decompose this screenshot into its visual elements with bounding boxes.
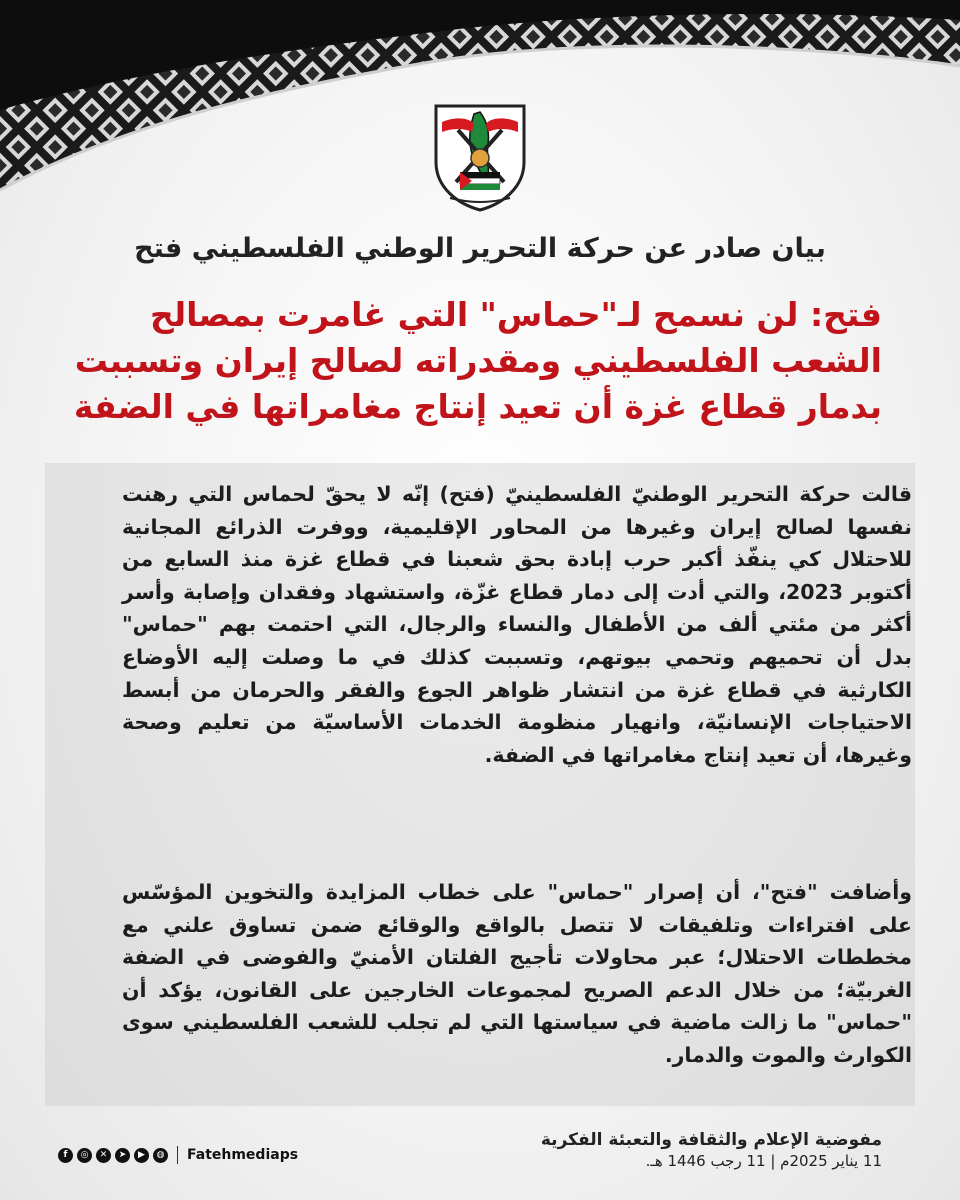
footer-credit [541, 1130, 882, 1170]
statement-headline: فتح: لن نسمح لـ"حماس" التي غامرت بمصالح الشعب الفلسطيني ومقدراته لصالح إيران وتسببت بدمار قطاع غزة أن تعيد إنتاج مغامراتها في الضفة [73, 295, 882, 426]
footer-organization: مفوضية الإعلام والثقافة والتعبئة الفكرية [540, 1130, 882, 1150]
footer-divider [177, 1146, 178, 1164]
x-icon[interactable]: ✕ [96, 1148, 111, 1163]
statement-subtitle: بيان صادر عن حركة التحرير الوطني الفلسطيني فتح [134, 233, 826, 264]
footer-date: 11 يناير 2025م | 11 رجب 1446 هـ. [645, 1152, 882, 1170]
youtube-icon[interactable]: ▶ [134, 1148, 149, 1163]
body-paragraph-2: وأضافت "فتح"، أن إصرار "حماس" على خطاب المزايدة والتخوين المؤسّس على افتراءات وتلفيقات لا تتصل بالواقع والوقائع ضمن تساوق علني مع مخططات الاحتلال؛ عبر محاولات تأجيج الفلتان الأمنيّ والفوضى في الضفة الغربيّة؛ من خلال الدعم الصريح لمجموعات الخارجين على القانون، يؤكد أن "حماس" ما زالت ماضية في سياستها التي لم تجلب للشعب الفلسطيني سوى الكوارث والموت والدمار. [122, 880, 912, 1067]
social-handles [58, 1146, 298, 1164]
web-icon[interactable]: ◍ [153, 1148, 168, 1163]
telegram-icon[interactable]: ➤ [115, 1148, 130, 1163]
instagram-icon[interactable]: ◎ [77, 1148, 92, 1163]
body-paragraph-1: قالت حركة التحرير الوطنيّ الفلسطينيّ (فتح) إنّه لا يحقّ لحماس التي رهنت نفسها لصالح إيران وغيرها من المحاور الإقليمية، ووفرت الذرائع المجانية للاحتلال كي ينفّذ أكبر حرب إبادة بحق شعبنا في قطاع غزة منذ السابع من أكتوبر 2023، والتي أدت إلى دمار قطاع غزّة، واستشهاد وفقدان وإصابة وأسر أكثر من مئتي ألف من الأطفال والنساء والرجال، التي احتمت بهم "حماس" بدل أن تحميهم وتحمي بيوتهم، وتسببت كذلك في ما وصلت إليه الأوضاع الكارثية في قطاع غزة من انتشار ظواهر الجوع والفقر والحرمان من أبسط الاحتياجات الإنسانيّة، وانهيار منظومة الخدمات الأساسيّة من تعليم وصحة وغيرها، أن تعيد إنتاج مغامراتها في الضفة. [122, 482, 912, 767]
social-handle[interactable]: Fatehmediaps [187, 1147, 299, 1163]
facebook-icon[interactable]: f [58, 1148, 73, 1163]
fatah-emblem-logo [430, 100, 530, 212]
